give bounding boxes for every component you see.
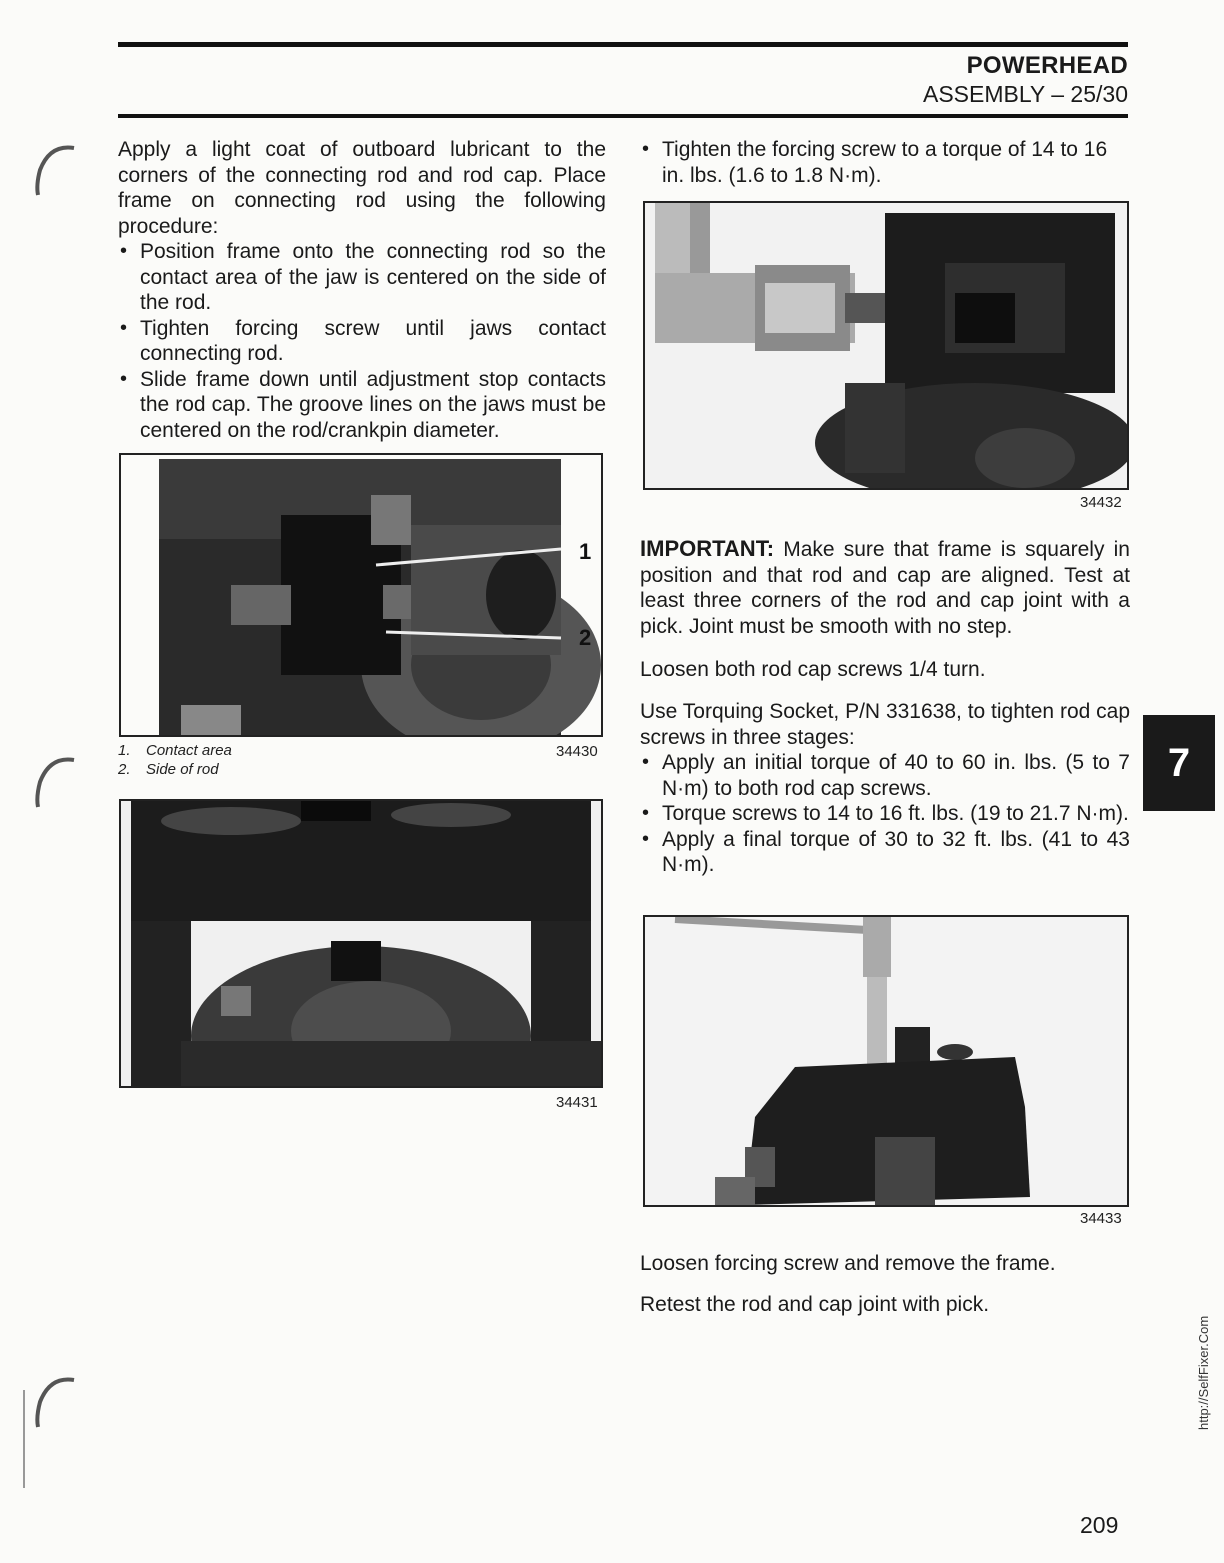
figure-number: 34430 xyxy=(556,743,598,760)
torque-procedure xyxy=(640,699,1130,878)
figure-number: 34432 xyxy=(1080,494,1122,511)
binder-hole-mark-3 xyxy=(20,1370,80,1490)
header-bottom-rule xyxy=(118,114,1128,118)
figure-34432-photo xyxy=(645,203,1127,488)
figure-34431-photo xyxy=(121,801,601,1086)
list-item: • Tighten the forcing screw to a torque of 14 to 16 in. lbs. (1.6 to 1.8 N·m). xyxy=(640,137,1130,188)
page-number: 209 xyxy=(1080,1512,1119,1538)
torque-stage-list xyxy=(640,750,1130,878)
header-top-rule xyxy=(118,42,1128,47)
left-column-text xyxy=(118,137,606,443)
binder-hole-mark-1 xyxy=(30,140,80,200)
right-column-top xyxy=(640,137,1130,188)
torque-intro: Use Torquing Socket, P/N 331638, to tighten rod cap screws in three stages: xyxy=(640,700,1130,749)
frame-procedure-list xyxy=(118,239,606,443)
binder-hole-mark-2 xyxy=(30,752,80,812)
watermark: http://SelfFixer.Com xyxy=(1196,1315,1211,1430)
figure-34430-frame xyxy=(119,453,603,737)
intro-paragraph: Apply a light coat of outboard lubricant to the corners of the connecting rod and rod cap. Place frame on connecting rod using the following procedure: xyxy=(118,138,606,238)
important-label: IMPORTANT: xyxy=(640,536,775,561)
figure-number: 34433 xyxy=(1080,1210,1122,1227)
list-item: • Torque screws to 14 to 16 ft. lbs. (19 to 21.7 N·m). xyxy=(640,801,1130,827)
loosen-screws-text: Loosen both rod cap screws 1/4 turn. xyxy=(640,658,986,681)
figure-34433-frame xyxy=(643,915,1129,1207)
section-title: POWERHEAD xyxy=(966,52,1128,79)
retest-text: Retest the rod and cap joint with pick. xyxy=(640,1293,990,1316)
important-text: Make sure that frame is squarely in position and that rod and cap are aligned. Test at least three corners of the rod and cap joint with a pick. Joint must be smooth with no step. xyxy=(640,538,1130,638)
remove-frame-text: Loosen forcing screw and remove the frame. xyxy=(640,1252,1056,1275)
list-item: • Apply a final torque of 30 to 32 ft. lbs. (41 to 43 N·m). xyxy=(640,827,1130,878)
list-item: • Apply an initial torque of 40 to 60 in. lbs. (5 to 7 N·m) to both rod cap screws. xyxy=(640,750,1130,801)
figure-34432-frame xyxy=(643,201,1129,490)
callout-1: 1 xyxy=(579,539,592,564)
forcing-screw-list xyxy=(640,137,1130,188)
figure-34430-caption-2: 2. Side of rod xyxy=(118,761,219,778)
callout-2: 2 xyxy=(579,625,592,650)
important-note xyxy=(640,536,1130,639)
figure-34433-photo xyxy=(645,917,1127,1205)
figure-34430-photo xyxy=(121,455,601,735)
chapter-tab: 7 xyxy=(1143,715,1215,811)
figure-34430-caption-1: 1. Contact area xyxy=(118,742,232,759)
section-subtitle: ASSEMBLY – 25/30 xyxy=(922,81,1128,107)
list-item: • Slide frame down until adjustment stop contacts the rod cap. The groove lines on the jaws must be centered on the rod/crankpin diameter. xyxy=(118,367,606,444)
list-item: • Tighten forcing screw until jaws contact connecting rod. xyxy=(118,316,606,367)
figure-34431-frame xyxy=(119,799,603,1088)
figure-number: 34431 xyxy=(556,1094,598,1111)
list-item: • Position frame onto the connecting rod so the contact area of the jaw is centered on the side of the rod. xyxy=(118,239,606,316)
